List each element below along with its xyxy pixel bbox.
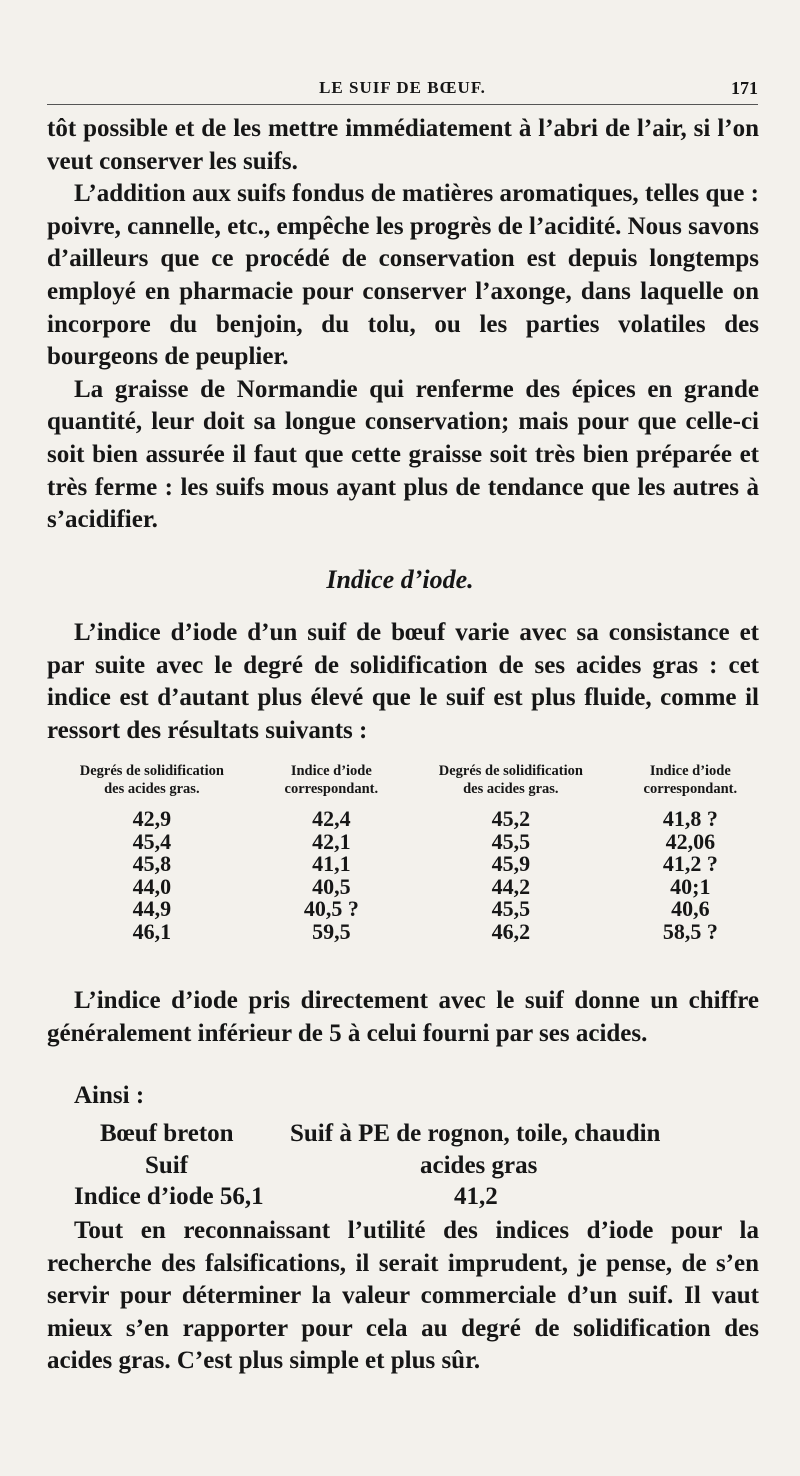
paragraph: Tout en reconnaissant l’utilité des indices d’iode pour la recherche des falsifications, il serait imprudent, je pense, de s’en servir pour déterminer la valeur commerciale d’un suif. Il vaut mieux s’en rapporter pour cela au degré de solidification des acides gras. C’est plus simple et plus sûr. <box>47 1217 759 1375</box>
column-header: Degrés de solidification des acides gras. <box>438 763 583 797</box>
page-number: 171 <box>731 78 758 98</box>
table-cell: 40,5 <box>312 873 351 899</box>
table-cell: 45,5 <box>491 828 531 854</box>
example-col2-line2: acides gras <box>420 1152 538 1179</box>
column-header: Indice d’iode correspondant. <box>643 763 738 797</box>
table-row <box>43 921 761 944</box>
table-cell: 41,1 <box>312 851 351 876</box>
paragraphs-conservation <box>47 113 759 537</box>
example-col1-line2: Suif <box>145 1152 189 1179</box>
table-header-row <box>43 762 761 808</box>
paragraph-conclusion <box>47 1215 759 1378</box>
table-cell: 45,4 <box>132 828 172 854</box>
running-title: LE SUIF DE BŒUF. <box>319 78 486 97</box>
example-label: Ainsi : <box>74 1082 145 1109</box>
table-cell: 41,8 ? <box>662 806 718 831</box>
column-header: Degrés de solidification des acides gras. <box>79 763 224 797</box>
table-row <box>43 808 761 831</box>
paragraph: La graisse de Normandie qui renferme des épices en grande quantité, leur doit sa longue conservation; mais pour que celle-ci soit bien assurée il faut que cette graisse soit très bien préparée et très ferme : les suifs mous ayant plus de tendance que les autres à s’acidifier. <box>47 375 759 534</box>
table-cell: 46,1 <box>132 918 172 944</box>
table-row <box>43 831 761 854</box>
page-header <box>47 78 758 105</box>
table-cell: 40,6 <box>671 896 710 921</box>
paragraph-iodine-intro <box>47 617 759 747</box>
table-row <box>43 876 761 899</box>
table-cell: 40;1 <box>670 873 711 899</box>
table-cell: 44,2 <box>491 873 531 899</box>
table-row <box>43 853 761 876</box>
paragraph: L’indice d’iode d’un suif de bœuf varie avec sa consistance et par suite avec le degré de solidification de ses acides gras : cet indice est d’autant plus élevé que le suif est plus fluide, comme il ressort des résultats suivants : <box>47 619 759 744</box>
iodine-table <box>43 762 761 943</box>
table-cell: 45,8 <box>132 851 172 876</box>
paragraph: L’addition aux suifs fondus de matières aromatiques, telles que : poivre, cannelle, etc., empêche les progrès de l’acidité. Nous savons d’ailleurs que ce procédé de conservation est depuis longtemps employé en pharmacie pour conserver l’axonge, dans laquelle on incorpore du benjoin, du tolu, ou les parties volatiles des bourgeons de peuplier. <box>47 180 759 371</box>
table-cell: 42,9 <box>132 806 172 831</box>
table-cell: 42,06 <box>665 828 716 854</box>
table-cell: 44,0 <box>132 873 172 899</box>
table-cell: 42,4 <box>312 806 351 831</box>
section-title: Indice d’iode. <box>326 565 474 594</box>
table-row <box>43 898 761 921</box>
paragraph: L’indice d’iode pris directement avec le suif donne un chiffre généralement inférieur de 5 à celui fourni par ses acides. <box>47 987 759 1047</box>
table-cell: 40,5 ? <box>303 896 359 921</box>
example-iodine-label: Indice d’iode 56,1 <box>74 1183 264 1210</box>
example-col2-line1: Suif à PE de rognon, toile, chaudin <box>290 1120 661 1147</box>
table-cell: 45,5 <box>491 896 531 921</box>
paragraph-direct-iodine <box>47 985 759 1050</box>
table-cell: 45,9 <box>491 851 531 876</box>
table-cell: 41,2 ? <box>662 851 718 876</box>
paragraph: tôt possible et de les mettre immédiatement à l’abri de l’air, si l’on veut conserver les suifs. <box>47 115 759 175</box>
table-cell: 44,9 <box>132 896 172 921</box>
table-cell: 46,2 <box>491 918 531 944</box>
column-header: Indice d’iode correspondant. <box>284 763 379 797</box>
table-cell: 59,5 <box>312 918 351 944</box>
example-iodine-value: 41,2 <box>454 1183 498 1210</box>
table-cell: 42,1 <box>312 828 351 854</box>
example-col1-line1: Bœuf breton <box>100 1120 234 1147</box>
table-cell: 45,2 <box>491 806 531 831</box>
table-cell: 58,5 ? <box>662 918 718 944</box>
